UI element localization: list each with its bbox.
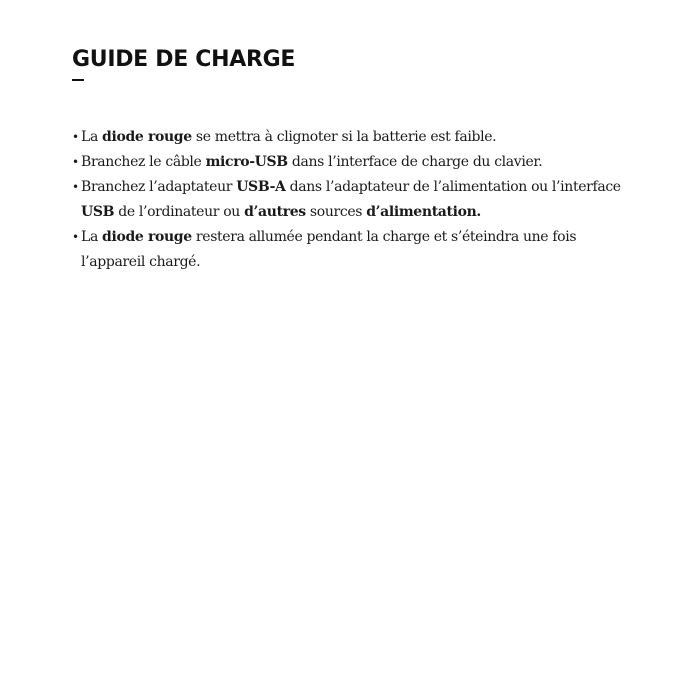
list-item [72,175,632,225]
list-item [72,150,632,175]
body-text: Branchez le câble [81,154,206,170]
page-title: GUIDE DE CHARGE [72,47,296,72]
list-item [72,125,632,150]
body-text: dans l’interface de charge du clavier. [287,154,543,170]
emphasis-text: d’alimentation. [366,204,481,220]
instruction-list [72,125,632,275]
list-item [72,225,632,275]
charging-guide [72,46,632,275]
body-text: sources [305,204,367,220]
emphasis-text: diode rouge [102,229,192,245]
title-underline [72,79,84,81]
body-text: restera allumée pendant la charge et s’éteindra une fois l’appareil chargé. [81,229,577,270]
emphasis-text: micro-USB [205,154,288,170]
body-text: La [81,129,103,145]
emphasis-text: USB-A [236,179,286,195]
emphasis-text: USB [81,204,115,220]
body-text: La [81,229,103,245]
body-text: de l’ordinateur ou [114,204,245,220]
body-text: Branchez l’adaptateur [81,179,237,195]
body-text: dans l’adaptateur de l’alimentation ou l’interface [285,179,621,195]
emphasis-text: d’autres [244,204,306,220]
emphasis-text: diode rouge [102,129,192,145]
body-text: se mettra à clignoter si la batterie est faible. [191,129,497,145]
